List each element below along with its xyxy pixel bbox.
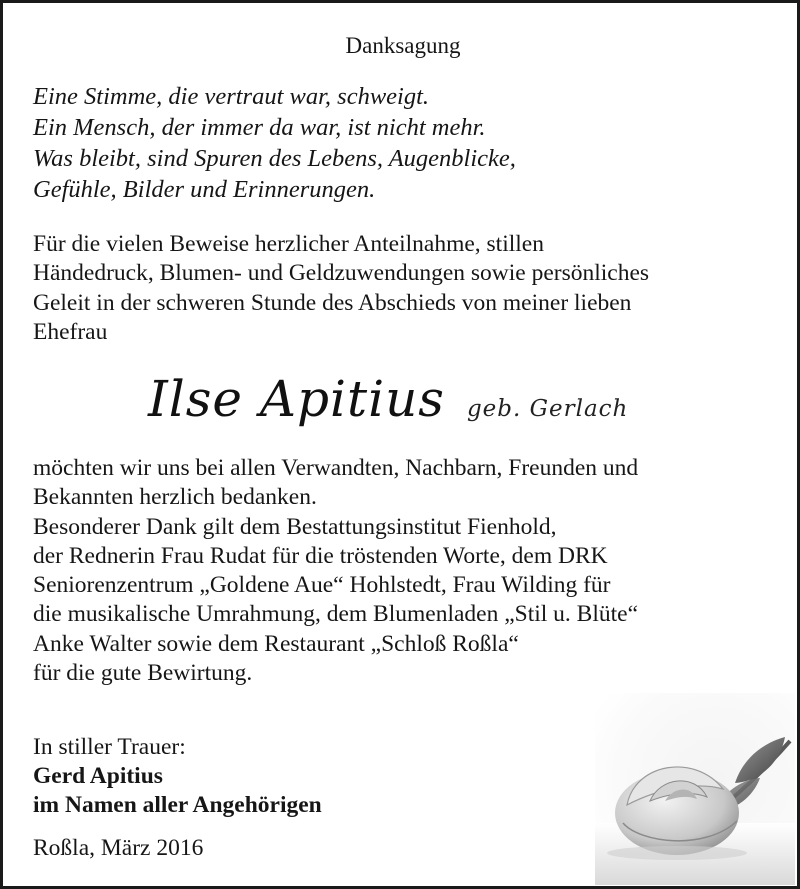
intro-paragraph: [33, 230, 649, 347]
deceased-name: Ilse Apitius: [148, 370, 445, 428]
signature-family: im Namen aller Angehörigen: [33, 792, 322, 818]
text-line: die musikalische Umrahmung, dem Blumenladen „Stil u. Blüte“: [33, 601, 639, 628]
text-line: der Rednerin Frau Rudat für die tröstenden Worte, dem DRK: [33, 542, 608, 569]
notice-heading: Danksagung: [345, 33, 461, 58]
text-line: für die gute Bewirtung.: [33, 660, 253, 687]
signature-block: [33, 733, 322, 820]
text-line: Bekannten herzlich bedanken.: [33, 484, 317, 511]
text-line: Für die vielen Beweise herzlicher Anteilnahme, stillen: [33, 231, 544, 257]
text-line: Besonderer Dank gilt dem Bestattungsinstitut Fienhold,: [33, 513, 557, 540]
poem-line: Gefühle, Bilder und Erinnerungen.: [33, 176, 376, 203]
deceased-name-line: [148, 370, 628, 428]
text-line: Anke Walter sowie dem Restaurant „Schloß Roßla“: [33, 630, 519, 657]
text-line: Geleit in der schweren Stunde des Abschieds von meiner lieben: [33, 289, 632, 316]
poem-line: Ein Mensch, der immer da war, ist nicht mehr.: [33, 114, 486, 141]
deceased-maiden-name: geb. Gerlach: [466, 396, 629, 422]
thanks-paragraph: [33, 454, 638, 688]
text-line: Seniorenzentrum „Goldene Aue“ Hohlstedt, Frau Wilding für: [33, 572, 611, 599]
poem-line: Was bleibt, sind Spuren des Lebens, Augenblicke,: [33, 145, 516, 172]
poem-line: Eine Stimme, die vertraut war, schweigt.: [33, 83, 430, 110]
poem: [33, 81, 516, 205]
text-line: Händedruck, Blumen- und Geldzuwendungen sowie persönliches: [33, 260, 650, 287]
text-line: möchten wir uns bei allen Verwandten, Nachbarn, Freunden und: [33, 455, 639, 481]
text-line: Ehefrau: [33, 318, 108, 345]
signature-intro: In stiller Trauer:: [33, 734, 186, 760]
signature-name: Gerd Apitius: [33, 763, 163, 789]
rose-icon: [595, 693, 795, 885]
place-date: Roßla, März 2016: [33, 835, 204, 861]
